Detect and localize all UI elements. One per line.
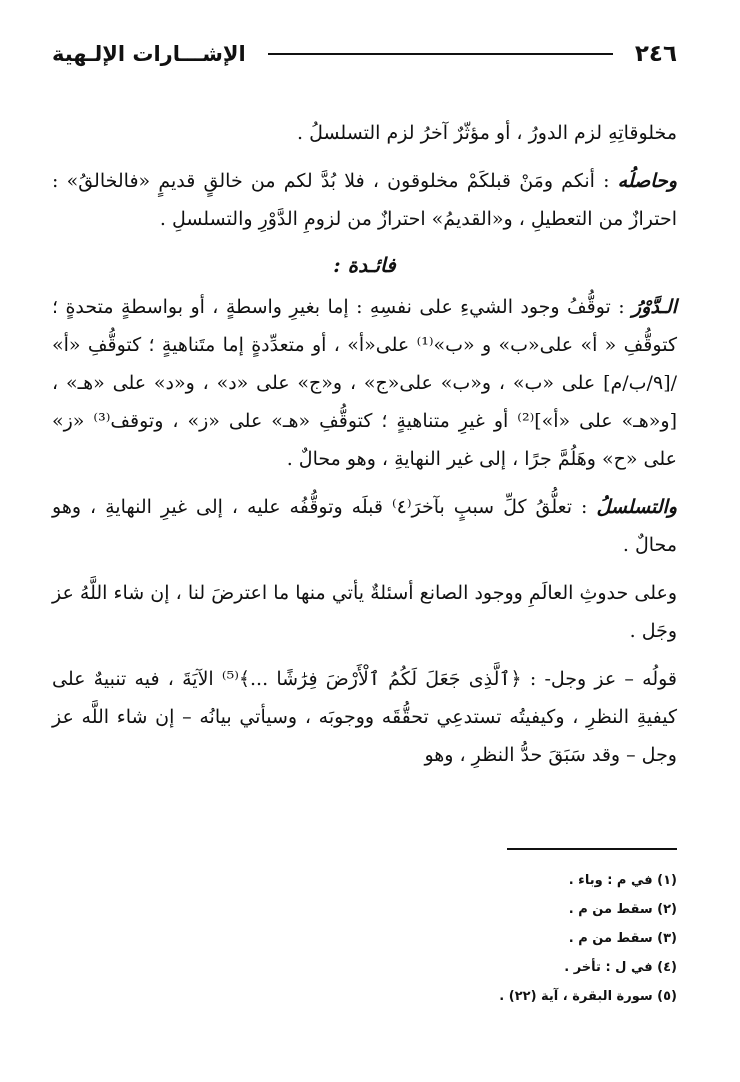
paragraph [52, 488, 677, 564]
text-line: : توقُّفُ وجود الشيءِ على نفسِهِ : إما بغيرِ واسطةٍ ، أو [190, 296, 625, 318]
running-title: الإشـــارات الإلـهية [52, 42, 246, 66]
text-line: وسيأتي بيانُه – إن شاء اللَّه عز وجل – وقد سَبَقَ حدُّ النظرِ ، وهو [52, 706, 677, 766]
paragraph [52, 574, 677, 650]
text-line: مخلوقاتِهِ لزم الدورُ ، أو مؤثّرٌ آخرُ لزم التسلسلُ . [297, 122, 677, 144]
footnote: (٣) سقط من م . [568, 931, 677, 946]
footnote: (١) في م : وباء . [568, 873, 677, 888]
footnote: (٢) سقط من م . [568, 902, 677, 917]
term-heading: والتسلسلُ [596, 496, 678, 518]
text-line: النهايةِ ، وهو محالٌ . [52, 496, 677, 556]
term-heading: وحاصلُه [617, 170, 677, 192]
main-text [52, 114, 677, 774]
text-line: : تعلُّقُ كلِّ سببٍ بآخرَ⁽٤⁾ قبلَه وتوقُّفُه عليه ، إلى غيرِ [160, 496, 588, 518]
paragraph [52, 288, 677, 478]
term-heading: الـدَّوْرُ [632, 296, 678, 318]
page-number: ٢٤٦ [634, 41, 677, 67]
text-line: بواسطةٍ متحدةٍ ؛ كتوقُّفِ « أ» على«ب» و «ب»⁽¹⁾ على«أ» ، أو [52, 296, 677, 356]
text-line: على«ج» ، و«ج» على «د» ، و«د» على «هـ» ، [و«هـ» على «أ»]⁽²⁾ أو [52, 372, 677, 432]
text-line: وعلى حدوثِ العالَمِ ووجود الصانع أسئلةٌ يأتي منها ما اعترضَ [211, 582, 677, 604]
running-header [52, 34, 677, 74]
text-line: : أنكم ومَنْ قبلكَمْ مخلوقون ، فلا بُدَّ لكم من خالقٍ [203, 170, 610, 192]
text-line: غيرِ متناهيةٍ ؛ كتوقُّفِ «هـ» على «ز» ، وتوقف⁽³⁾ «ز» على «ح» وهَلُمَّ [52, 410, 677, 470]
book-page [52, 28, 677, 1058]
paragraph [52, 660, 677, 774]
footnotes [52, 866, 677, 1011]
paragraph [52, 114, 677, 152]
text-line: جرًا ، إلى غير النهايةِ ، وهو محالٌ . [286, 448, 552, 470]
section-heading: فائـدة : [333, 253, 396, 277]
header-rule [268, 53, 613, 55]
text-line: الدَّوْرِ والتسلسلِ . [159, 208, 298, 230]
footnote: (٥) سورة البقرة ، آية (٢٢) . [499, 989, 677, 1004]
text-line: الآيَةَ ، فيه تنبيهٌ على كيفيةِ النظرِ ، وكيفيتُه تستدعِي تحقُّقَه ووجوبَه ، [52, 668, 677, 728]
text-line: قديمٍ «فالخالقُ» : احترازٌ من التعطيلِ ، و«القديمُ» احترازٌ من لزومِ [52, 170, 677, 230]
paragraph [52, 162, 677, 238]
footnote: (٤) في ل : تأخر . [564, 960, 677, 975]
text-line: قولُه – عز وجل- : ﴿ٱلَّذِى جَعَلَ لَكُمُ ٱلْأَرْضَ فِرَٰشًا ...﴾⁽⁵⁾ [221, 668, 678, 690]
text-line: لنا ، إن شاء اللَّهُ عز وجَل . [52, 582, 677, 642]
footnote-separator [507, 848, 677, 850]
text-line: متعدِّدةٍ إما متَناهيةٍ ؛ كتوقُّفِ «أ» /[٩/ب/م] على «ب» ، و«ب» [52, 334, 678, 394]
